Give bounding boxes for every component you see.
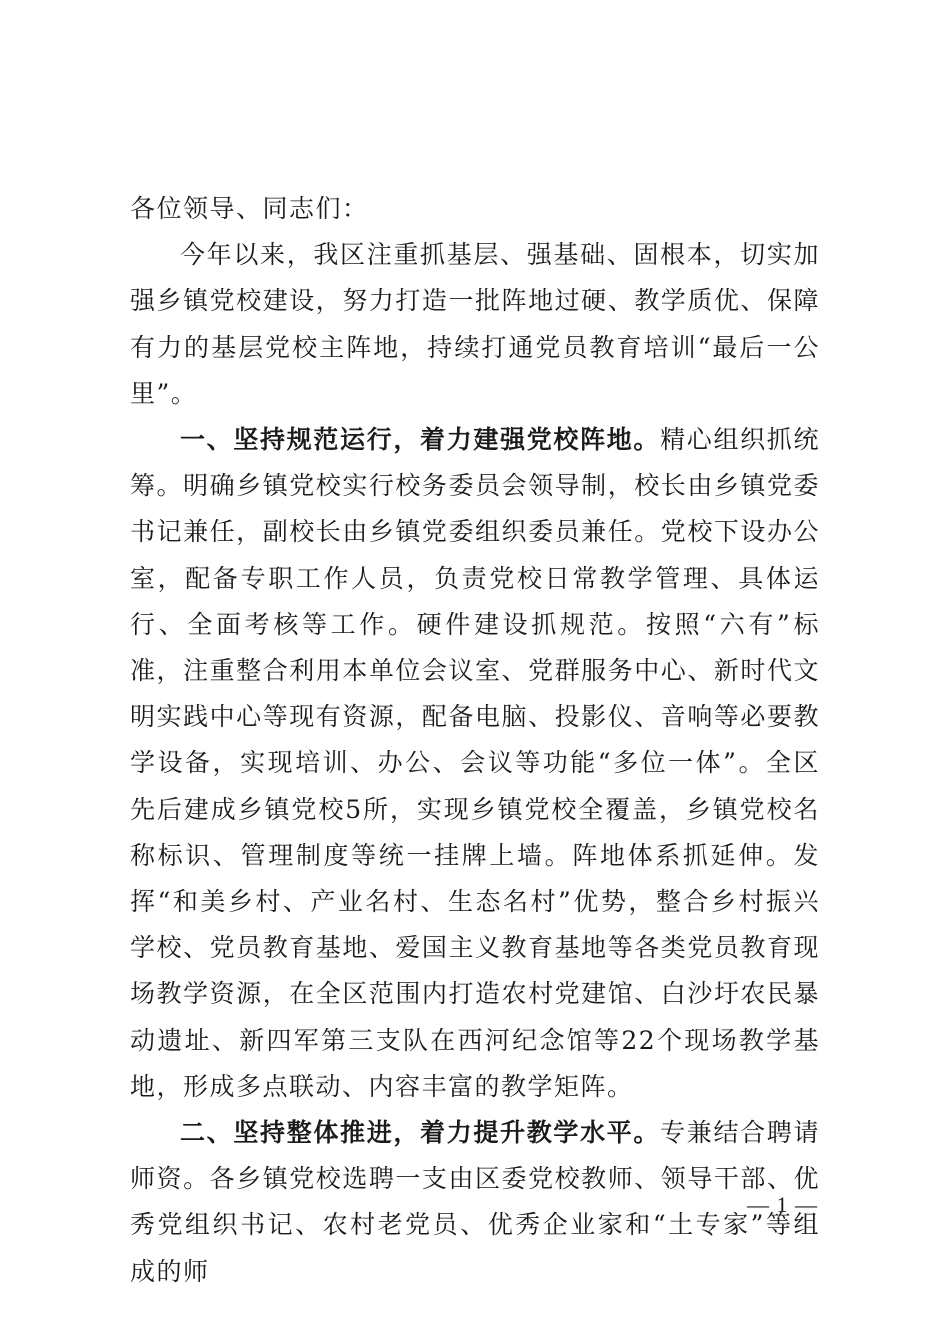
paragraph-section-1 — [130, 417, 820, 1110]
paragraph-intro-text: 今年以来，我区注重抓基层、强基础、固根本，切实加强乡镇党校建设，努力打造一批阵地过硬、教学质优、保障有力的基层党校主阵地，持续打通党员教育培训“最后一公里”。 — [130, 240, 820, 408]
section-2-heading: 二、坚持整体推进，着力提升教学水平。 — [180, 1118, 661, 1148]
paragraph-section-2 — [130, 1110, 820, 1295]
page-number: — 1 — — [747, 1192, 818, 1217]
section-2-text: 专兼结合聘请师资。各乡镇党校选聘一支由区委党校教师、领导干部、优秀党组织书记、农村老党员、优秀企业家和“土专家”等组成的师 — [130, 1118, 820, 1286]
document-body — [130, 186, 820, 1295]
section-1-heading: 一、坚持规范运行，着力建强党校阵地。 — [180, 425, 661, 455]
section-1-text: 精心组织抓统筹。明确乡镇党校实行校务委员会领导制，校长由乡镇党委书记兼任，副校长由乡镇党委组织委员兼任。党校下设办公室，配备专职工作人员，负责党校日常教学管理、具体运行、全面考核等工作。硬件建设抓规范。按照“六有”标准，注重整合利用本单位会议室、党群服务中心、新时代文明实践中心等现有资源，配备电脑、投影仪、音响等必要教学设备，实现培训、办公、会议等功能“多位一体”。全区先后建成乡镇党校5所，实现乡镇党校全覆盖，乡镇党校名称标识、管理制度等统一挂牌上墙。阵地体系抓延伸。发挥“和美乡村、产业名村、生态名村”优势，整合乡村振兴学校、党员教育基地、爱国主义教育基地等各类党员教育现场教学资源，在全区范围内打造农村党建馆、白沙圩农民暴动遗址、新四军第三支队在西河纪念馆等22个现场教学基地，形成多点联动、内容丰富的教学矩阵。 — [130, 425, 820, 1101]
paragraph-intro — [130, 232, 820, 417]
salutation: 各位领导、同志们： — [130, 194, 369, 223]
